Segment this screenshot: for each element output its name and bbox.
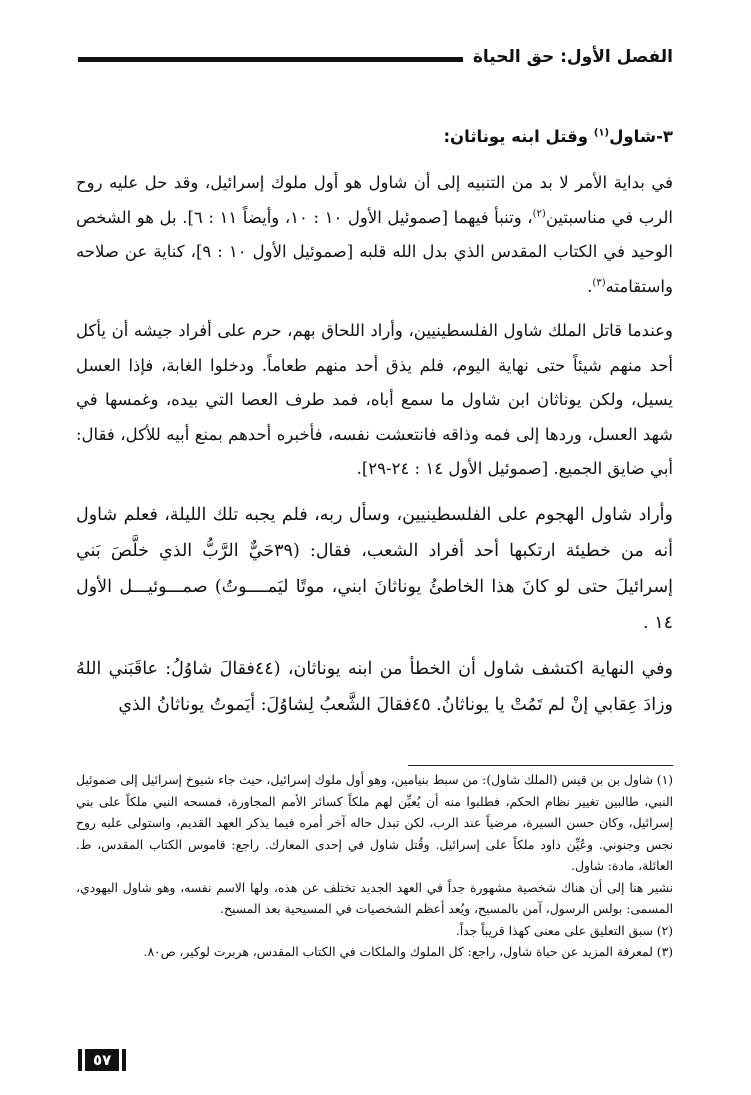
footnote-ref-2[interactable]: (٢) (532, 208, 546, 219)
section-heading-prefix: ٣-شاول (609, 127, 673, 146)
paragraph-2: وعندما قاتل الملك شاول الفلسطينيين، وأراد اللحاق بهم، حرم على أفراد جيشه أن يأكل أحد منهم شيئاً حتى نهاية اليوم، فلم يذق أحد منهم طعاماً. ودخلوا الغابة، فإذا العسل يسيل، ولكن يوناثان ابن شاول ما سمع أباه، فمد طرف العصا التي بيده، وغمسها في شهد العسل، وردها إلى فمه وذاقه فانتعشت نفسه، فأخبره أحدهم بمنع أبيه للأكل، فقال: أبي ضايق الجميع. [صموئيل الأول ١٤ : ٢٤-٢٩]. (76, 321, 673, 478)
page-number (78, 1049, 126, 1071)
section-heading (76, 122, 673, 152)
paragraph-1-b: ، وتنبأ فيهما [صموئيل الأول ١٠ : ١٠، وأيضاً ١١ : ٦]. بل هو الشخص الوحيد في الكتاب المقدس الذي بدل الله قلبه [صموئيل الأول ١٠ : ٩]، كناية عن صلاحه واستقامته (76, 207, 673, 296)
section-heading-suffix: وقتل ابنه يوناثان: (443, 127, 594, 146)
footnote-1-continued: نشير هنا إلى أن هناك شخصية مشهورة جداً في العهد الجديد تختلف عن هذه، ولها الاسم نفسه، وهو شاول اليهودي، المسمى: بولس الرسول، آمن بالمسيح، ويُعد أعظم الشخصيات في المسيحية بعد المسيح. (76, 880, 673, 916)
page-number-value: ٥٧ (85, 1049, 119, 1071)
footnote-rule (408, 765, 673, 766)
paragraph-3: وأراد شاول الهجوم على الفلسطينيين، وسأل ربه، فلم يجبه تلك الليلة، فعلم شاول أنه من خطيئة ارتكبها أحد أفراد الشعب، فقال: (٣٩حَيٌّ الرَّبُّ الذي خلَّصَ بَني إسرائيلَ حتى لو كانَ هذا الخاطئُ يوناثانَ ابني، موتًا ليَمــــوتُ) صمـــوئيـــل الأول ١٤ . (76, 504, 673, 633)
main-content (76, 122, 673, 733)
running-header (78, 42, 673, 72)
paragraph-1-a: في بداية الأمر لا بد من التنبيه إلى أن شاول هو أول ملوك إسرائيل، وقد حل عليه روح الرب في مناسبتين (76, 173, 674, 227)
paragraph-1 (76, 166, 673, 304)
footnote-2: (٢) سبق التعليق على معنى كهذا قريباً جداً. (455, 923, 673, 938)
running-title: الفصل الأول: حق الحياة (472, 47, 673, 67)
footnote-ref-1[interactable]: (١) (593, 127, 610, 139)
footnote-ref-3[interactable]: (٣) (592, 277, 606, 288)
page-number-bar-left (78, 1049, 82, 1071)
page-number-bar-right (122, 1049, 126, 1071)
footnote-3: (٣) لمعرفة المزيد عن حياة شاول، راجع: كل الملوك والملكات في الكتاب المقدس، هربرت لوكير، ص٨٠. (143, 945, 673, 959)
footnotes (76, 770, 673, 964)
paragraph-4: وفي النهاية اكتشف شاول أن الخطأ من ابنه يوناثان، (٤٤فقالَ شاوُلُ: عاقَبَني اللهُ وزادَ عِقابي إنْ لم تَمُتْ يا يوناثانُ. ٤٥فقالَ الشَّعبُ لِشاوُلَ: أيَموتُ يوناثانُ الذي (76, 658, 673, 715)
footnote-1: (١) شاول بن بن قيس (الملك شاول): من سبط بنيامين، وهو أول ملوك إسرائيل، حيث جاء شيوخ إسرائيل إلى صموئيل النبي، طالبين تغيير نظام الحكم، فطلبوا منه أن يُعيِّن لهم ملكاً كسائر الأمم المجاورة، فمسحه النبي ملكاً على بني إسرائيل، وكان حسن السيرة، مرضياً عند الرب، لكن تبدل حاله آخر أمره فيما يذكر العهد القديم، واستولى عليه روح نجس وجنوني. وعُيِّن داود ملكاً على إسرائيل. وقُتل شاول في إحدى المعارك. راجع: قاموس الكتاب المقدس، ط. العائلة، مادة: شاول. (76, 773, 673, 873)
header-rule (78, 57, 463, 62)
paragraph-1-end: . (587, 276, 593, 296)
